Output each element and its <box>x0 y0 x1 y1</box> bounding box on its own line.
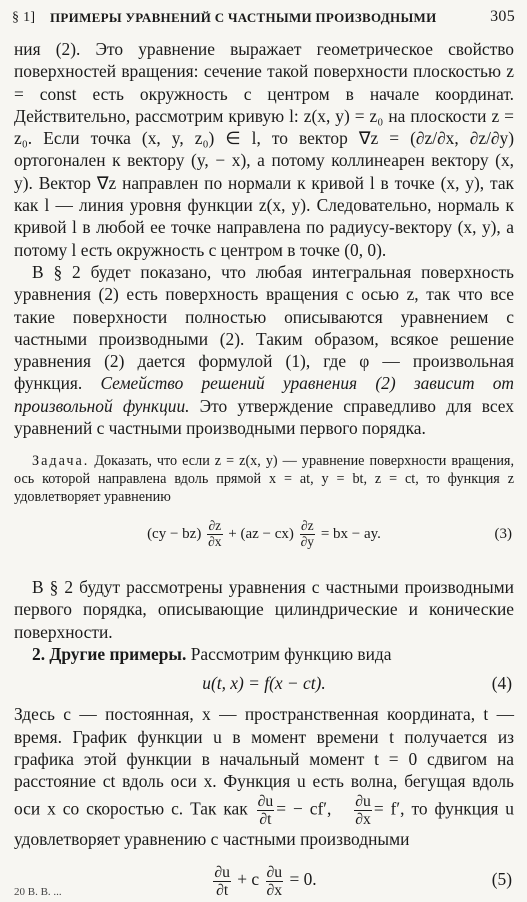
paragraph-text: В § 2 будет показано, что любая интегральная поверхность уравнения (2) есть поверхность вращения с осью z, так что все такие поверхности полностью описываются уравнением с частными производными (2). Таким образом, всякое решение уравнения (2) дается формулой (1), где φ — произвольная функция. <box>14 261 514 394</box>
fraction-denominator: ∂x <box>266 881 283 899</box>
section-heading: 2. Другие примеры. <box>32 644 187 665</box>
eq3-left: (cy − bz) <box>147 526 202 543</box>
equation-number: (5) <box>491 869 512 890</box>
fraction <box>266 864 284 899</box>
paragraph-text: то функция u удовлетворяет уравнению с частными производными <box>14 798 514 849</box>
fraction-numerator: ∂z <box>301 518 314 534</box>
fraction-numerator: ∂u <box>257 792 274 810</box>
paragraph-text: Это утверждение справедливо для всех уравнений с частными производными первого порядка. <box>14 395 514 439</box>
fraction <box>207 519 222 550</box>
running-title: ПРИМЕРЫ УРАВНЕНИЙ С ЧАСТНЫМИ ПРОИЗВОДНЫМИ <box>50 10 437 25</box>
page-footer: 20 В. В. ... <box>14 886 62 898</box>
fraction <box>257 793 275 828</box>
fraction-numerator: ∂u <box>214 863 230 881</box>
equation-number: (4) <box>491 673 512 694</box>
fraction-denominator: ∂t <box>216 881 229 899</box>
section-marker: § 1] <box>12 10 36 25</box>
task-paragraph <box>14 453 514 506</box>
fraction-denominator: ∂x <box>355 810 371 828</box>
equation-5 <box>14 856 514 902</box>
paragraph-cylinders: В § 2 будут рассмотрены уравнения с частными производными первого порядка, описывающие цилиндрические и конические поверхности. <box>14 577 514 642</box>
paragraph-text: Здесь c — постоянная, x — пространственная координата, t — время. График функции u в момент времени t получается из графика этой функции в начальный момент t = 0 сдвигом на расстояние ct вдоль оси x. Функция u есть волна, бегущая вдоль оси x со скоростью c. Так как <box>14 704 514 819</box>
equation-4 <box>14 667 514 699</box>
fraction-denominator: ∂t <box>259 810 272 828</box>
fraction <box>213 864 231 899</box>
fraction <box>300 519 315 550</box>
task-text: Доказать, что если z = z(x, y) — уравнение поверхности вращения, ось которой направлена вдоль прямой x = at, y = bt, z = ct, то функция z удовлетворяет уравнению <box>14 453 514 505</box>
fraction-denominator: ∂y <box>300 534 315 550</box>
eq4-expression: u(t, x) = f(x − ct). <box>202 673 326 694</box>
eq5-rhs: = 0. <box>289 869 317 890</box>
task-label: Задача. <box>32 453 90 470</box>
paragraph-text: Рассмотрим функцию вида <box>186 644 392 665</box>
derivative-rhs: = f′, <box>373 798 405 819</box>
fraction <box>354 793 372 828</box>
equation-number: (3) <box>494 526 512 543</box>
page-number: 305 <box>490 8 515 25</box>
paragraph-integral-surfaces <box>14 261 514 439</box>
page-body <box>14 38 514 902</box>
paragraph-wave <box>14 703 514 850</box>
paragraph-other-examples <box>14 643 514 665</box>
fraction-denominator: ∂x <box>208 534 222 550</box>
eq3-mid: + (az − cx) <box>228 526 294 543</box>
eq5-plus: + c <box>237 869 260 890</box>
fraction-numerator: ∂u <box>266 863 283 881</box>
equation-3 <box>14 514 514 554</box>
emphasis-text: Семейство решений уравнения (2) зависит от произвольной функции. <box>14 373 514 416</box>
fraction-numerator: ∂z <box>208 518 222 534</box>
fraction-numerator: ∂u <box>355 792 371 810</box>
derivative-rhs: = − cf′, <box>276 798 332 819</box>
page-header <box>12 8 515 30</box>
eq3-right: = bx − ay. <box>320 526 381 543</box>
paragraph-rotation-surfaces: ния (2). Это уравнение выражает геометрическое свойство поверхностей вращения: сечение такой поверхности плоскостью z = const есть окружность с центром в начале координат. Действительно, рассмотрим кривую l: z(x, y) = z₀ на плоскости z = z₀. Если точка (x, y, z₀) ∈ l, то вектор ∇z = (∂z/∂x, ∂z/∂y) ортогонален к вектору (y, − x), а потому коллинеарен вектору (x, y). Вектор ∇z направлен по нормали к кривой l в точке (x, y), так как l — линия уровня функции z(x, y). Следовательно, нормаль к кривой l в любой ее точке направлена по радиусу-вектору (x, y), а потому l есть окружность с центром в точке (0, 0). <box>14 39 514 260</box>
